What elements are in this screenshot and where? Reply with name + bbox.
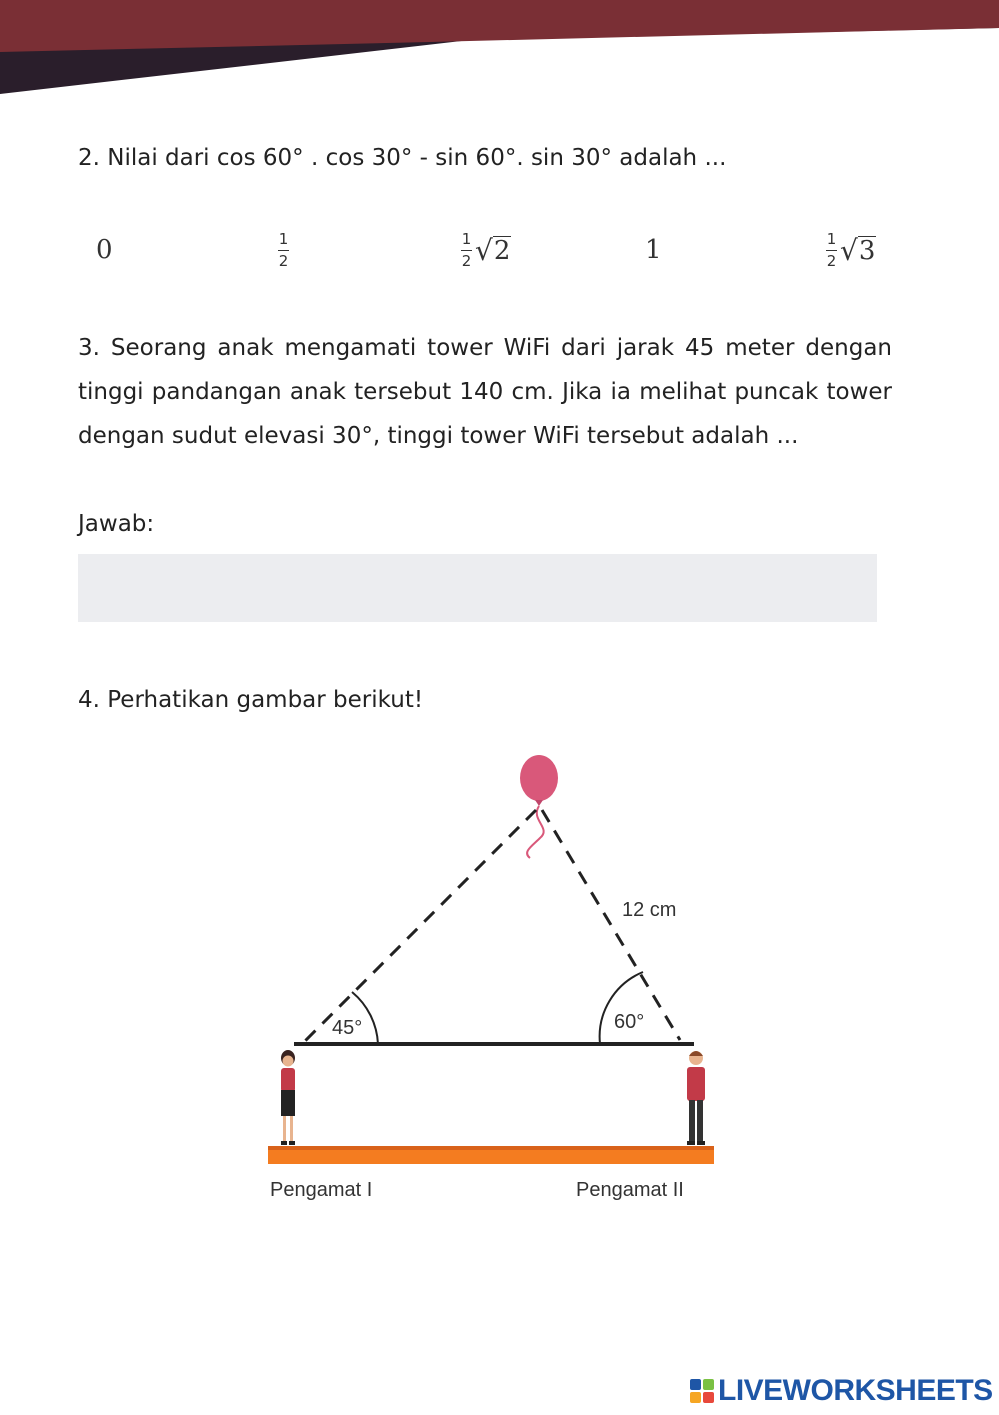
header-banner xyxy=(0,0,999,100)
option-d-value: 1 xyxy=(645,235,662,265)
angle-right-label: 60° xyxy=(614,1011,645,1033)
option-c-fraction: $\frac{1}{2}$ xyxy=(461,229,472,270)
option-d[interactable] xyxy=(645,220,662,280)
question-4-text: 4. Perhatikan gambar berikut! xyxy=(78,687,424,713)
option-c[interactable] xyxy=(461,220,511,280)
option-b[interactable] xyxy=(278,220,289,280)
question-3-text: 3. Seorang anak mengamati tower WiFi dari jarak 45 meter dengan tinggi pandangan anak tersebut 140 cm. Jika ia melihat puncak tower dengan sudut elevasi 30°, tinggi tower WiFi tersebut adalah ... xyxy=(78,335,892,449)
liveworksheets-logo[interactable] xyxy=(690,1374,993,1408)
option-e-root: √ 3 xyxy=(840,233,876,267)
right-sight-line xyxy=(542,810,680,1040)
angle-arc-right xyxy=(600,972,643,1044)
triangle-figure xyxy=(260,740,740,1220)
option-c-root: √ 2 xyxy=(475,233,511,267)
observer-2-icon xyxy=(687,1051,705,1145)
option-e[interactable] xyxy=(826,220,876,280)
observer-1-icon xyxy=(281,1050,295,1145)
option-a[interactable] xyxy=(96,220,113,280)
logo-text: LIVEWORKSHEETS xyxy=(718,1374,993,1407)
observer-1-label: Pengamat I xyxy=(270,1179,373,1201)
option-a-value: 0 xyxy=(96,235,113,265)
balloon-icon xyxy=(520,755,558,858)
observer-2-label: Pengamat II xyxy=(576,1179,684,1201)
option-e-fraction: $\frac{1}{2}$ xyxy=(826,229,837,270)
question-2-text: 2. Nilai dari cos 60° . cos 30° - sin 60°. sin 30° adalah ... xyxy=(78,145,727,171)
answer-input[interactable] xyxy=(78,554,877,622)
logo-icon xyxy=(690,1379,714,1403)
angle-left-label: 45° xyxy=(332,1017,363,1039)
option-b-fraction: $\frac{1}{2}$ xyxy=(278,229,289,270)
left-sight-line xyxy=(304,810,536,1042)
side-length-label: 12 cm xyxy=(622,899,677,921)
answer-label: Jawab: xyxy=(78,511,155,537)
